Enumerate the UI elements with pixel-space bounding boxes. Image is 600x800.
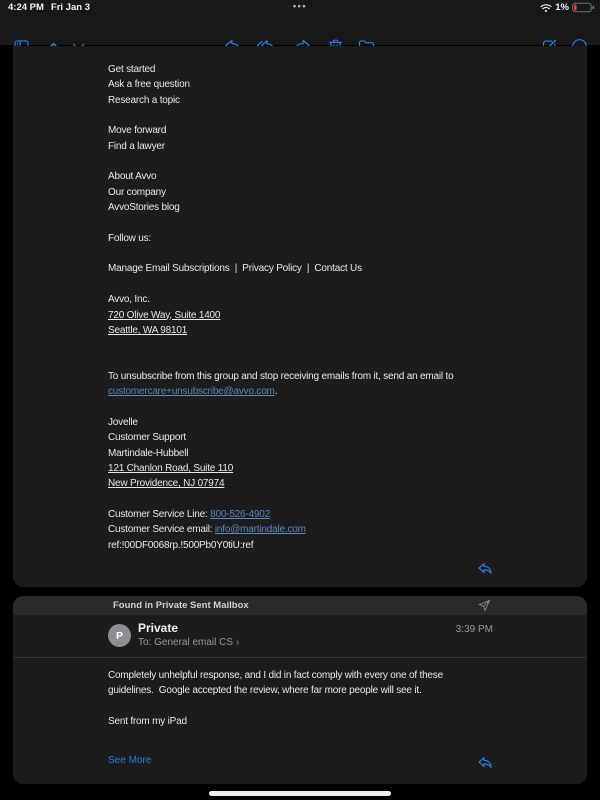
message2-line [108, 714, 443, 729]
message1-line [108, 185, 453, 200]
sender-avatar [108, 624, 131, 647]
message1-line [108, 369, 453, 384]
message1-line [108, 292, 453, 307]
message1-body [108, 62, 453, 553]
text-segment: Customer Service Line: [108, 508, 211, 520]
avatar-letter: P [115, 629, 123, 642]
header-divider [13, 657, 587, 658]
message1-line [108, 231, 453, 246]
mail-toolbar [0, 16, 600, 45]
battery-percent: 1% [555, 2, 569, 13]
message1-line [108, 384, 453, 399]
see-more-link[interactable]: See More [108, 755, 152, 766]
email-link[interactable]: info@martindale.com [214, 524, 306, 536]
text-segment: | [301, 263, 315, 275]
message2-line [108, 683, 443, 698]
message1-line [108, 246, 453, 261]
message1-line [108, 430, 453, 445]
text-segment: Jovelle [108, 416, 138, 428]
text-segment: About Avvo [108, 171, 157, 183]
status-dots: ••• [293, 1, 307, 11]
found-in-mailbox-banner [13, 596, 587, 615]
text-segment: To unsubscribe from this group and stop receiving emails from it, send an email to [108, 370, 454, 382]
text-segment: | [229, 263, 243, 275]
manage-email-subscriptions-link[interactable]: Manage Email Subscriptions [108, 263, 230, 275]
message2-time: 3:39 PM [455, 624, 493, 635]
message2-line [108, 699, 443, 714]
message1-line [108, 108, 453, 123]
found-banner-label: Found in Private Sent Mailbox [113, 600, 249, 611]
message1-line [108, 215, 453, 230]
message1-line [108, 77, 453, 92]
message1-line [108, 507, 453, 522]
wifi-icon [540, 3, 552, 13]
message1-line [108, 139, 453, 154]
message1-line [108, 200, 453, 215]
recipient-name[interactable]: General email CS [154, 637, 234, 648]
message2-line [108, 668, 443, 683]
email-link[interactable]: customercare+unsubscribe@avvo.com [108, 386, 275, 398]
message1-line [108, 400, 453, 415]
text-segment: Move forward [108, 125, 167, 137]
text-segment: Sent from my iPad [108, 716, 187, 728]
text-segment: Find a lawyer [108, 140, 165, 152]
message1-line [108, 338, 453, 353]
message1-line [108, 492, 453, 507]
text-segment: Martindale-Hubbell [108, 447, 189, 459]
message1-line [108, 261, 453, 276]
text-segment: Customer Service email: [108, 524, 215, 536]
message1-line [108, 308, 453, 323]
text-segment: AvvoStories blog [108, 202, 180, 214]
text-segment: guidelines. Google accepted the review, where far more people will see it. [108, 685, 422, 697]
text-segment: ref:!00DF0068rp.!500Pb0Y0tiU:ref [108, 539, 254, 551]
message2-card [13, 596, 587, 784]
message1-line [108, 93, 453, 108]
message1-card [13, 46, 587, 587]
top-chrome [0, 0, 600, 45]
email-link[interactable]: 800-526-4902 [210, 508, 270, 520]
battery-low-icon [572, 2, 595, 13]
text-segment: Completely unhelpful response, and I did in fact comply with every one of these [108, 670, 443, 681]
address-link[interactable]: Seattle, WA 98101 [108, 324, 188, 336]
text-segment: Avvo, Inc. [108, 294, 150, 306]
status-bar [0, 0, 600, 16]
message1-line [108, 169, 453, 184]
message1-line [108, 123, 453, 138]
to-label: To: [138, 637, 155, 648]
address-link[interactable]: New Providence, NJ 07974 [108, 478, 225, 490]
message1-line [108, 62, 453, 77]
message1-line [108, 415, 453, 430]
message1-line [108, 277, 453, 292]
address-link[interactable]: 121 Chanlon Road, Suite 110 [108, 462, 234, 474]
text-segment: Our company [108, 186, 166, 198]
text-segment: Research a topic [108, 94, 180, 106]
privacy-policy-link[interactable]: Privacy Policy [242, 263, 302, 275]
message1-line [108, 354, 453, 369]
status-time: 4:24 PM [8, 2, 44, 13]
message2-body [108, 668, 443, 729]
contact-us-link[interactable]: Contact Us [314, 263, 362, 275]
text-segment: Customer Support [108, 432, 186, 444]
text-segment: Ask a free question [108, 79, 190, 91]
message1-line [108, 476, 453, 491]
status-right [540, 2, 595, 13]
message1-line [108, 323, 453, 338]
text-segment: Follow us: [108, 232, 152, 244]
message1-line [108, 522, 453, 537]
chevron-right-icon: › [233, 637, 240, 648]
text-segment: Get started [108, 64, 156, 75]
home-indicator[interactable] [209, 791, 391, 796]
message1-line [108, 461, 453, 476]
message1-line [108, 154, 453, 169]
message1-line [108, 538, 453, 553]
status-date: Fri Jan 3 [50, 2, 90, 13]
message1-line [108, 446, 453, 461]
sender-name: Private [138, 621, 179, 635]
address-link[interactable]: 720 Olive Way, Suite 1400 [108, 309, 221, 321]
message2-header-row[interactable] [13, 615, 587, 657]
message2-reply-icon[interactable] [475, 753, 495, 771]
text-segment: . [274, 386, 278, 398]
recipient-line[interactable] [138, 637, 239, 648]
message1-reply-icon[interactable] [475, 559, 495, 577]
